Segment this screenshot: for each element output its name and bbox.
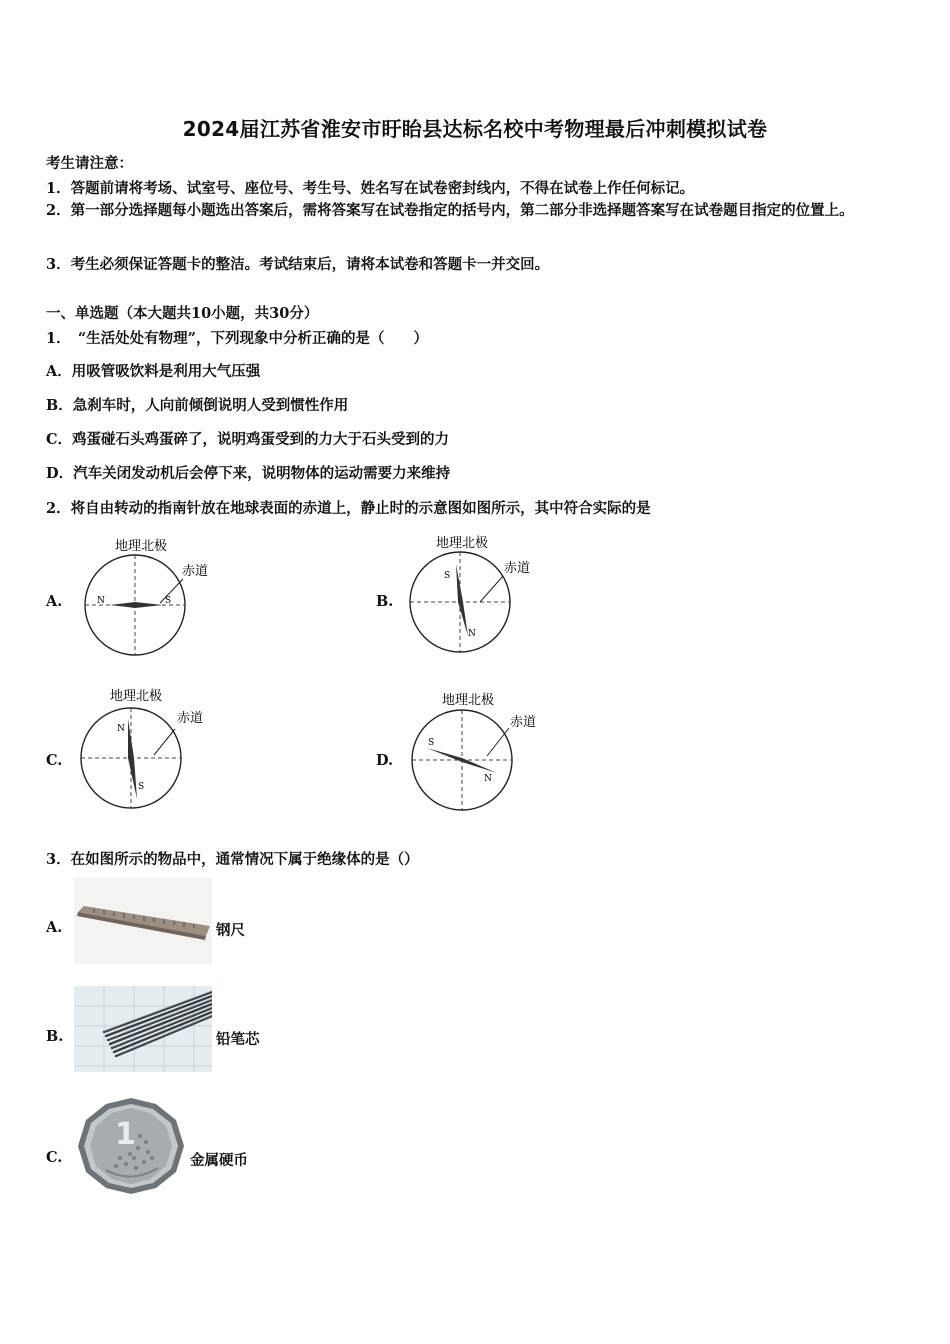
needle-n-label: N — [468, 629, 476, 639]
exam-title: 2024届江苏省淮安市盱眙县达标名校中考物理最后冲刺模拟试卷 — [182, 117, 768, 141]
q1-option-c: C．鸡蛋碰石头鸡蛋碎了，说明鸡蛋受到的力大于石头受到的力 — [46, 431, 450, 448]
pole-label: 地理北极 — [110, 689, 163, 704]
notice-item-2: 2．第一部分选择题每小题选出答案后，需将答案写在试卷指定的括号内，第二部分非选择题答案写在试卷题目指定的位置上。 — [46, 202, 854, 219]
q1-option-b: B．急刹车时，人向前倾倒说明人受到惯性作用 — [46, 397, 349, 414]
q2-figure-c — [70, 685, 230, 815]
needle-a — [110, 602, 163, 608]
steel-ruler-image — [74, 878, 212, 964]
notice-heading: 考生请注意： — [46, 155, 133, 172]
q3-caption-a: 钢尺 — [216, 922, 245, 939]
q1-stem: 1． “生活处处有物理”，下列现象中分析正确的是（ ） — [46, 330, 429, 347]
needle-n-label: N — [117, 724, 125, 734]
pole-label: 地理北极 — [115, 539, 168, 554]
equator-label: 赤道 — [510, 715, 537, 730]
notice-item-3: 3．考生必须保证答题卡的整洁。考试结束后，请将本试卷和答题卡一并交回。 — [46, 256, 550, 273]
pencil-lead-image — [74, 986, 212, 1072]
q2-figure-b — [400, 530, 560, 660]
q1-option-a: A．用吸管吸饮料是利用大气压强 — [46, 363, 261, 380]
q3-caption-b: 铅笔芯 — [216, 1031, 260, 1048]
needle-n-label: N — [484, 774, 492, 784]
metal-coin-image — [76, 1096, 186, 1196]
needle-s-label: S — [444, 571, 451, 581]
q2-label-c: C. — [46, 752, 63, 769]
needle-b — [456, 564, 468, 636]
q2-figure-d — [402, 690, 562, 820]
q2-stem: 2．将自由转动的指南针放在地球表面的赤道上，静止时的示意图如图所示，其中符合实际的是 — [46, 500, 651, 517]
coin-digit: 1 — [115, 1117, 136, 1152]
pole-label: 地理北极 — [436, 536, 489, 551]
needle-s-label: S — [165, 596, 172, 606]
needle-n-label: N — [97, 596, 105, 606]
notice-item-1: 1．答题前请将考场、试室号、座位号、考生号、姓名写在试卷密封线内，不得在试卷上作任何标记。 — [46, 180, 695, 197]
pole-label: 地理北极 — [442, 693, 495, 708]
q2-label-b: B. — [376, 593, 394, 610]
q1-option-d: D．汽车关闭发动机后会停下来，说明物体的运动需要力来维持 — [46, 465, 451, 482]
needle-s-label: S — [138, 782, 145, 792]
equator-label: 赤道 — [177, 711, 204, 726]
equator-label: 赤道 — [182, 564, 209, 579]
q3-label-b: B. — [46, 1028, 64, 1045]
q3-label-a: A. — [46, 919, 63, 936]
needle-c — [128, 719, 137, 799]
q3-label-c: C. — [46, 1149, 63, 1166]
q3-stem: 3．在如图所示的物品中，通常情况下属于绝缘体的是（） — [46, 851, 419, 868]
section-heading: 一、单选题（本大题共10小题，共30分） — [46, 305, 319, 322]
q2-figure-a — [75, 533, 235, 663]
equator-label: 赤道 — [504, 561, 531, 576]
q2-label-a: A. — [46, 593, 63, 610]
q3-caption-c: 金属硬币 — [190, 1152, 248, 1169]
needle-s-label: S — [428, 738, 435, 748]
q2-label-d: D. — [376, 752, 394, 769]
